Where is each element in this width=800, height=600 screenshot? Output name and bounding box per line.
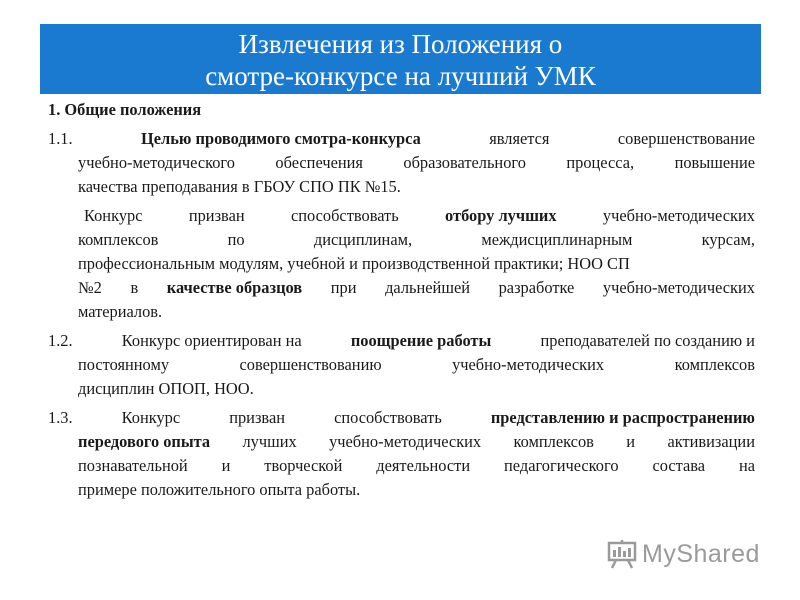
title-line-1: Извлечения из Положения о xyxy=(238,29,563,59)
paragraph-number: 1.2. xyxy=(48,331,73,350)
text-word: учебно-методических xyxy=(452,355,605,374)
text-line: дисциплин ОПОП, НОО. xyxy=(78,379,254,398)
text-word: способствовать xyxy=(334,408,442,427)
paragraph-1-1-b-line-1 xyxy=(78,204,755,228)
text-word: учебно-методических xyxy=(602,206,755,225)
title-line-2: смотре-конкурсе на лучший УМК xyxy=(205,61,596,91)
text-word: курсам, xyxy=(701,230,755,249)
presentation-board-icon xyxy=(606,538,638,570)
text-word: дальнейшей xyxy=(385,278,470,297)
bold-phrase: Целью проводимого смотра-конкурса xyxy=(141,129,421,148)
text-word: Конкурс xyxy=(121,408,181,427)
text-word: Конкурс xyxy=(84,206,143,225)
bold-phrase: представлению и распространению xyxy=(490,408,755,427)
title-banner xyxy=(40,24,761,94)
text-word: творческой xyxy=(264,456,343,475)
text-word: учебно-методического xyxy=(78,153,235,172)
paragraph-1-3 xyxy=(48,406,755,502)
paragraph-1-2-line-2 xyxy=(78,353,755,377)
text-phrase: преподавателей по созданию и xyxy=(540,331,755,350)
text-word: деятельности xyxy=(376,456,471,475)
text-word: повышение xyxy=(674,153,755,172)
bold-phrase: поощрение работы xyxy=(350,331,492,350)
paragraph-1-1-b xyxy=(48,204,755,324)
paragraph-1-2-line-3 xyxy=(78,377,755,401)
paragraph-1-2 xyxy=(48,329,755,401)
text-word: лучших xyxy=(242,432,297,451)
text-word: учебно-методических xyxy=(329,432,482,451)
bold-phrase: качестве образцов xyxy=(166,278,303,297)
text-word: совершенствование xyxy=(617,129,755,148)
text-word: призван xyxy=(229,408,285,427)
text-word: является xyxy=(489,129,550,148)
text-word: учебно-методических xyxy=(602,278,755,297)
text-line: качества преподавания в ГБОУ СПО ПК №15. xyxy=(78,177,401,196)
text-line: примере положительного опыта работы. xyxy=(78,480,361,499)
text-word: познавательной xyxy=(78,456,188,475)
text-word: призван xyxy=(188,206,245,225)
paragraph-number: 1.1. xyxy=(48,129,73,148)
text-word: по xyxy=(227,230,245,249)
paragraph-1-3-line-1 xyxy=(48,406,755,430)
text-word: при xyxy=(330,278,357,297)
text-word: и xyxy=(221,456,231,475)
text-word: междисциплинарным xyxy=(481,230,633,249)
paragraph-1-1-b-line-5 xyxy=(78,300,755,324)
text-word: комплексов xyxy=(674,355,755,374)
watermark-brand: MyShared xyxy=(642,539,760,568)
text-word: №2 xyxy=(78,278,102,297)
bold-phrase: передового опыта xyxy=(78,432,211,451)
paragraph-1-1-line-2 xyxy=(78,151,755,175)
text-word: процесса, xyxy=(566,153,635,172)
text-word: на xyxy=(738,456,755,475)
text-line: профессиональным модулям, учебной и производственной практики; НОО СП xyxy=(78,254,630,273)
text-word: обеспечения xyxy=(275,153,363,172)
text-word: комплексов xyxy=(78,230,159,249)
text-word: и xyxy=(626,432,636,451)
paragraph-number: 1.3. xyxy=(48,408,73,427)
paragraph-1-3-line-3 xyxy=(78,454,755,478)
paragraph-1-1-b-line-2 xyxy=(78,228,755,252)
text-word: образовательного xyxy=(403,153,526,172)
text-word: способствовать xyxy=(290,206,399,225)
paragraph-1-2-line-1 xyxy=(48,329,755,353)
text-word: активизации xyxy=(667,432,755,451)
paragraph-1-1-line-1 xyxy=(48,127,755,151)
paragraph-1-1-b-line-3 xyxy=(78,252,755,276)
text-word: в xyxy=(130,278,139,297)
text-line: материалов. xyxy=(78,302,163,321)
paragraph-1-3-line-4 xyxy=(78,478,755,502)
paragraph-1-1-b-line-4 xyxy=(78,276,755,300)
text-word: постоянному xyxy=(78,355,170,374)
paragraph-1-3-line-2 xyxy=(78,430,755,454)
paragraph-1-1 xyxy=(48,127,755,199)
text-phrase: Конкурс ориентирован на xyxy=(121,331,302,350)
text-word: комплексов xyxy=(513,432,594,451)
watermark-text xyxy=(642,540,760,569)
bold-phrase: отбору лучших xyxy=(445,206,557,225)
text-word: педагогического xyxy=(504,456,619,475)
text-word: разработке xyxy=(498,278,575,297)
text-word: состава xyxy=(652,456,706,475)
paragraph-1-1-line-3 xyxy=(78,175,755,199)
section-heading: 1. Общие положения xyxy=(48,100,202,119)
document-body xyxy=(48,98,755,507)
text-word: совершенствованию xyxy=(239,355,382,374)
myshared-watermark xyxy=(606,537,766,571)
text-word: дисциплинам, xyxy=(313,230,413,249)
